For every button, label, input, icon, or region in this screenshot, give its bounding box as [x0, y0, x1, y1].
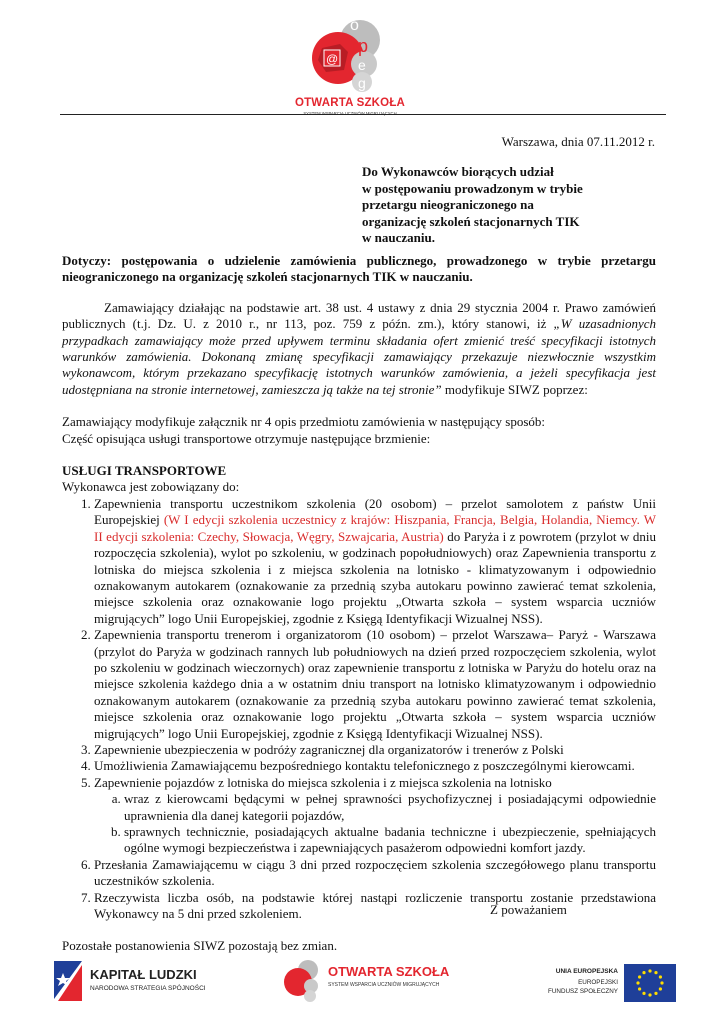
letter-body [62, 253, 656, 955]
list-item: 4. Umożliwienia Zamawiającemu bezpośredniego kontaktu telefonicznego z poszczególnymi kierowcami. [94, 758, 656, 774]
modification-line-2: Część opisująca usługi transportowe otrzymuje następujące brzmienie: [62, 430, 431, 446]
logo-letter-o: o [350, 17, 359, 34]
eu-flag-icon [624, 964, 676, 1002]
logo-letter-g: g [358, 75, 366, 91]
intro-paragraph [62, 300, 656, 398]
addressee-line: w nauczaniu. [362, 230, 435, 245]
addressee-line: organizację szkoleń stacjonarnych TIK [362, 213, 580, 229]
ue-line-3: FUNDUSZ SPOŁECZNY [548, 988, 618, 995]
header-logo [270, 14, 430, 114]
item1-text-tail: do Paryża i z powrotem (przylot w dniu rozpoczęcia szkolenia), wylot po szkoleniu, w godzinach popołudniowych) oraz Zapewnienia transportu z lotniska do miejsca szkolenia i z miejsca szkolenia na lotnisko - klimatyzowanym i odpowiednio oznakowanym autokarem (oznakowanie za przednią szyba autokaru powinno zawierać temat szkolenia, miejsce szkolenia oraz oznakowanie logo projektu „Otwarta szkoła – system wsparcia uczniów migrujących” logo Unii Europejskiej, zgodnie z Księgą Identyfikacji Wizualnej NSS). [94, 528, 656, 626]
obligations-list [62, 496, 656, 923]
kapital-ludzki-logo [52, 955, 206, 1005]
intro-text: Zamawiający działając na podstawie art. 38 ust. 4 ustawy z dnia 29 stycznia 2004 r. Prawo zamówień publicznych (t.j. Dz. U. z 2010 r., nr 113, poz. 759 z późn. zm.), który stanowi, iż [62, 299, 656, 332]
item1-text: Zapewnienia transportu uczestnikom szkolenia (20 osobom) – przelot samolotem z państw Unii Europejskiej [94, 495, 656, 528]
final-note: Pozostałe postanowienia SIWZ pozostają bez zmian. [62, 938, 338, 954]
logo-title: OTWARTA SZKOŁA [294, 97, 406, 109]
letter-date: Warszawa, dnia 07.11.2012 r. [501, 134, 655, 149]
intro-tail: modyfikuje SIWZ poprzez: [441, 381, 588, 397]
logo-letter-rp: rp [352, 36, 369, 56]
sub-list-item: b. sprawnych technicznie, posiadających aktualne badania techniczne i ubezpieczenie, spełniających ogólne wymogi bezpieczeństwa i zapewniających pasażerom odpowiedni komfort jazdy. [124, 824, 656, 857]
addressee-line: przetargu nieograniczonego na [362, 197, 534, 212]
list-item: 2. Zapewnienia transportu trenerom i organizatorom (10 osobom) – przelot Warszawa– Paryż - Warszawa (przylot do Paryża w godzinach rannych lub południowych na dzień przed rozpoczęciem szkolenia, wylot po szkoleniu w godzinach wieczornych) oraz zapewnienie transportu z lotniska w Paryżu do hotelu oraz na miejsce szkolenia każdego dnia a w ostatnim dniu transport na lotnisko klimatyzowanym i odpowiednio oznakowanym autokarem (oznakowanie za przednią szyba autokaru powinno zawierać temat szkolenia, miejsce szkolenia oraz oznakowanie logo projektu „Otwarta szkoła – system wsparcia uczniów migrujących” logo Unii Europejskiej, zgodnie z Księgą Identyfikacji Wizualnej NSS). [94, 627, 656, 742]
subject-line: Dotyczy: postępowania o udzielenie zamówienia publicznego, prowadzonego w trybie przetargu nieograniczonego na organizację szkoleń stacjonarnych TIK w nauczaniu. [62, 253, 656, 285]
kl-subtitle: NARODOWA STRATEGIA SPÓJNOŚCI [90, 985, 206, 992]
item1-countries-highlight: (W I edycji szkolenia uczestnicy z krajów: Hiszpania, Francja, Belgia, Holandia, Niemcy. W II edycji szkolenia: Czechy, Słowacja, Węgry, Szwajcaria, Austria) [94, 512, 656, 544]
kapital-ludzki-icon [52, 957, 86, 1003]
logo-subtitle: SYSTEM WSPARCIA UCZNIÓW MIGRUJĄCYCH [303, 111, 397, 116]
sub-list [94, 791, 656, 857]
os-footer-title: OTWARTA SZKOŁA [328, 964, 450, 979]
at-sign-icon: @ [326, 52, 339, 66]
ue-line-2: EUROPEJSKI [578, 979, 618, 986]
otwarta-szkola-logo-graphic [282, 14, 412, 94]
kl-title: KAPITAŁ LUDZKI [90, 967, 197, 982]
closing-salutation: Z poważaniem [490, 902, 567, 917]
item5-text: Zapewnienie pojazdów z lotniska do miejsca szkolenia i z miejsca szkolenia na lotnisko [94, 774, 552, 790]
otwarta-szkola-footer-logo [282, 958, 452, 1010]
os-footer-subtitle: SYSTEM WSPARCIA UCZNIÓW MIGRUJĄCYCH [328, 982, 440, 988]
ue-line-1: UNIA EUROPEJSKA [555, 968, 618, 975]
list-item: 7. Rzeczywista liczba osób, na podstawie której nastąpi rozliczenie transportu zostanie przedstawiona Wykonawcy na 5 dni przed szkoleniem. [94, 890, 656, 923]
modification-line-1: Zamawiający modyfikuje załącznik nr 4 opis przedmiotu zamówienia w następujący sposób: [62, 414, 546, 430]
header-divider [60, 114, 666, 115]
addressee-line: w postępowaniu prowadzonym w trybie [362, 180, 583, 196]
obligation-intro: Wykonawca jest zobowiązany do: [62, 479, 240, 495]
list-item: 6. Przesłania Zamawiającemu w ciągu 3 dni przed rozpoczęciem szkolenia szczegółowego planu transportu uczestników szkolenia. [94, 857, 656, 890]
legal-quote: „W uzasadnionych przypadkach zamawiający może przed upływem terminu składania ofert zmienić treść specyfikacji istotnych warunków zamówienia. Dokonaną zmianę specyfikacji zamawiający przekazuje niezwłocznie wszystkim wykonawcom, którym przekazano specyfikację istotnych warunków zamówienia, a jeżeli specyfikacja jest udostępniana na stronie internetowej, zamieszcza ją także na tej stronie” [62, 316, 656, 397]
otwarta-szkola-small-icon [282, 958, 326, 1004]
list-item [94, 496, 656, 627]
sub-list-item: a. wraz z kierowcami będącymi w pełnej sprawności psychofizycznej i posiadającymi odpowiednie uprawnienia dla danej kategorii pojazdów, [124, 791, 656, 824]
list-item [94, 775, 656, 857]
list-item: 3. Zapewnienie ubezpieczenia w podróży zagranicznej dla organizatorów i trenerów z Polski [94, 742, 656, 758]
logo-letter-e: e [358, 57, 366, 73]
addressee-line: Do Wykonawców biorących udział [362, 164, 554, 179]
addressee-block [362, 164, 662, 247]
section-heading: USŁUGI TRANSPORTOWE [62, 463, 227, 479]
eu-logo [548, 960, 678, 1010]
